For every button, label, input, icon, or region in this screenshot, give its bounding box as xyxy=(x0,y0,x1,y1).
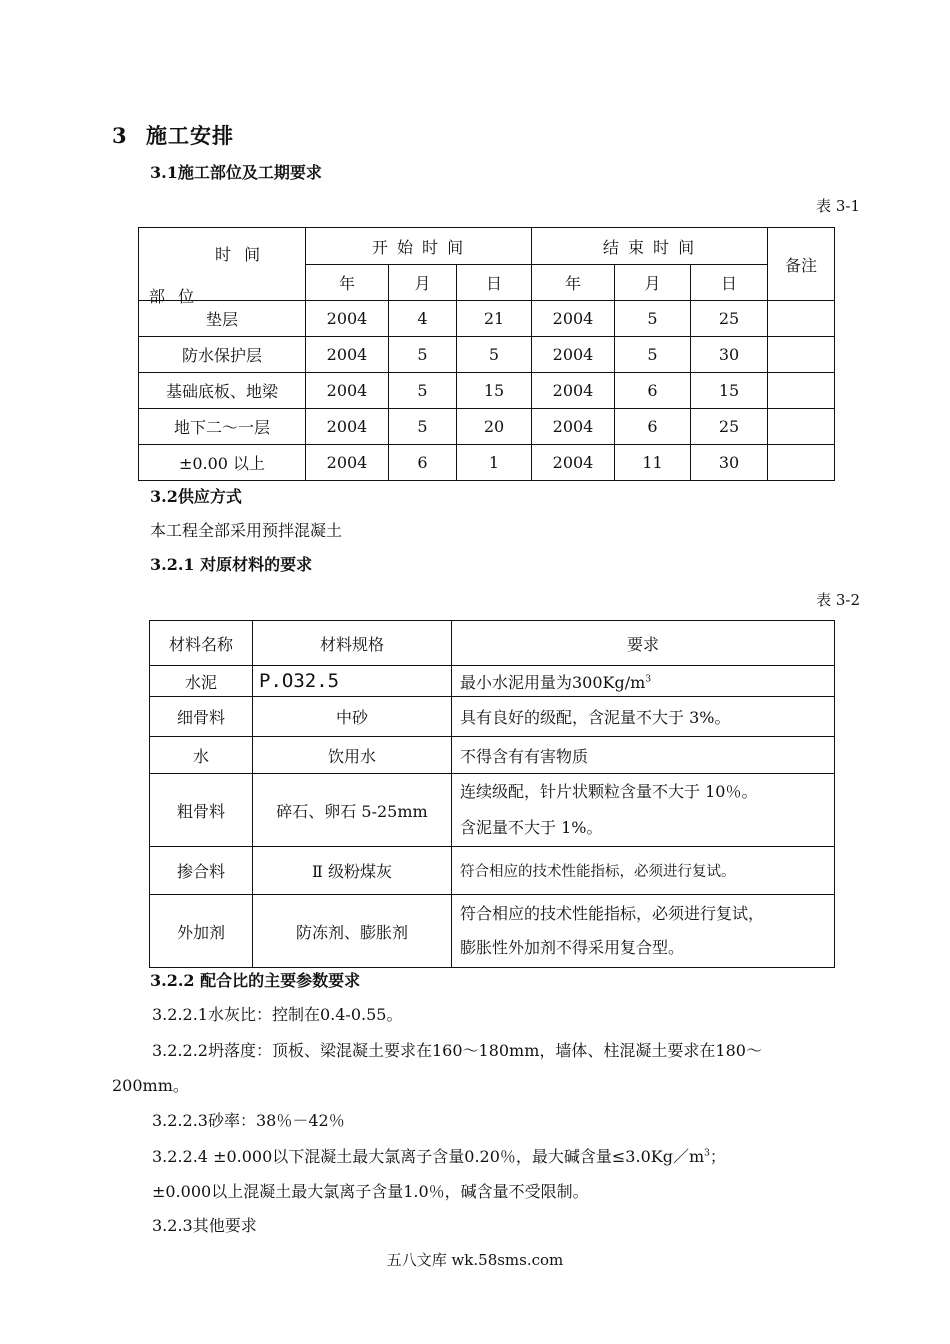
table-corner-cell xyxy=(139,228,306,306)
table-row xyxy=(150,697,835,737)
remark-cell xyxy=(768,337,835,373)
end-year-cell: 2004 xyxy=(532,445,615,481)
end-month-cell: 5 xyxy=(615,337,691,373)
requirement-cell xyxy=(452,895,835,968)
material-name-cell: 掺合料 xyxy=(150,847,253,895)
subsection-3-2-2-title: 3.2.2 配合比的主要参数要求 xyxy=(150,971,361,990)
subsection-3-2-title: 3.2供应方式 xyxy=(150,487,242,506)
material-name-cell: 水 xyxy=(150,737,253,774)
header-material-spec: 材料规格 xyxy=(253,621,452,666)
unit-superscript: 3 xyxy=(704,1148,710,1159)
material-spec-cell: P.O32.5 xyxy=(253,666,452,697)
material-spec-cell: 中砂 xyxy=(253,697,452,737)
section-heading xyxy=(112,120,234,150)
start-month-cell: 5 xyxy=(389,409,457,445)
table-row xyxy=(150,895,835,968)
part-cell: 防水保护层 xyxy=(139,337,306,373)
table-row xyxy=(150,774,835,847)
end-year-cell: 2004 xyxy=(532,337,615,373)
start-day-cell: 15 xyxy=(457,373,532,409)
remark-cell xyxy=(768,373,835,409)
table-3-2-label: 表 3-2 xyxy=(816,591,860,609)
table-row xyxy=(150,847,835,895)
requirement-line: 含泥量不大于 1%。 xyxy=(460,818,603,837)
requirement-cell xyxy=(452,666,835,697)
table-row xyxy=(139,373,835,409)
subsection-3-2-3-title: 3.2.3其他要求 xyxy=(152,1216,257,1235)
start-year-cell: 2004 xyxy=(306,409,389,445)
sub-header: 月 xyxy=(389,265,457,301)
start-day-cell: 21 xyxy=(457,301,532,337)
header-requirement: 要求 xyxy=(452,621,835,666)
material-name-cell: 粗骨料 xyxy=(150,774,253,847)
material-name-cell: 水泥 xyxy=(150,666,253,697)
end-year-cell: 2004 xyxy=(532,301,615,337)
end-year-cell: 2004 xyxy=(532,409,615,445)
end-month-cell: 6 xyxy=(615,409,691,445)
start-day-cell: 20 xyxy=(457,409,532,445)
start-month-cell: 6 xyxy=(389,445,457,481)
start-month-cell: 5 xyxy=(389,373,457,409)
param-item: 3.2.2.2坍落度：顶板、梁混凝土要求在160～180mm，墙体、柱混凝土要求在180～ xyxy=(152,1041,762,1060)
start-year-cell: 2004 xyxy=(306,337,389,373)
materials-table xyxy=(149,620,835,968)
table-row xyxy=(139,301,835,337)
part-cell: 垫层 xyxy=(139,301,306,337)
start-month-cell: 4 xyxy=(389,301,457,337)
end-time-header: 结 束 时 间 xyxy=(532,228,768,265)
requirement-line: 连续级配，针片状颗粒含量不大于 10％。 xyxy=(460,782,758,801)
section-title: 施工安排 xyxy=(146,123,234,148)
requirement-cell: 具有良好的级配，含泥量不大于 3%。 xyxy=(452,697,835,737)
end-day-cell: 15 xyxy=(691,373,768,409)
part-cell: ±0.00 以上 xyxy=(139,445,306,481)
start-year-cell: 2004 xyxy=(306,445,389,481)
start-day-cell: 1 xyxy=(457,445,532,481)
header-material-name: 材料名称 xyxy=(150,621,253,666)
table-row xyxy=(139,337,835,373)
remark-cell xyxy=(768,409,835,445)
table-row xyxy=(139,409,835,445)
material-spec-cell: 饮用水 xyxy=(253,737,452,774)
end-day-cell: 30 xyxy=(691,337,768,373)
end-month-cell: 11 xyxy=(615,445,691,481)
requirement-line: 符合相应的技术性能指标，必须进行复试， xyxy=(460,904,765,923)
param-item-continued: ±0.000以上混凝土最大氯离子含量1.0％，碱含量不受限制。 xyxy=(152,1182,589,1201)
end-month-cell: 6 xyxy=(615,373,691,409)
table-row xyxy=(139,445,835,481)
param-item xyxy=(152,1144,726,1167)
sub-header: 日 xyxy=(457,265,532,301)
sub-header: 月 xyxy=(615,265,691,301)
remark-cell xyxy=(768,445,835,481)
requirement-line: 膨胀性外加剂不得采用复合型。 xyxy=(460,938,685,957)
page-footer: 五八文库 wk.58sms.com xyxy=(386,1251,564,1269)
start-time-header: 开 始 时 间 xyxy=(306,228,532,265)
corner-part-label: 部 位 xyxy=(149,287,199,306)
param-item-text: 3.2.2.4 ±0.000以下混凝土最大氯离子含量0.20％，最大碱含量≤3.0Kg／m xyxy=(152,1147,705,1166)
part-cell: 地下二～一层 xyxy=(139,409,306,445)
start-day-cell: 5 xyxy=(457,337,532,373)
param-item-continued: 200mm。 xyxy=(112,1076,189,1095)
remark-header: 备注 xyxy=(768,228,835,301)
table-row xyxy=(150,737,835,774)
corner-time-label: 时 间 xyxy=(215,245,265,264)
material-spec-cell: Ⅱ 级粉煤灰 xyxy=(253,847,452,895)
start-year-cell: 2004 xyxy=(306,301,389,337)
param-item: 3.2.2.1水灰比：控制在0.4-0.55。 xyxy=(152,1005,403,1024)
section-number: 3 xyxy=(112,123,128,148)
requirement-cell: 不得含有有害物质 xyxy=(452,737,835,774)
material-spec-cell: 防冻剂、膨胀剂 xyxy=(253,895,452,968)
schedule-table xyxy=(138,227,835,481)
param-item: 3.2.2.3砂率：38％－42％ xyxy=(152,1111,345,1130)
end-day-cell: 25 xyxy=(691,409,768,445)
table-row xyxy=(150,666,835,697)
end-day-cell: 30 xyxy=(691,445,768,481)
requirement-cell: 符合相应的技术性能指标，必须进行复试。 xyxy=(452,847,835,895)
end-day-cell: 25 xyxy=(691,301,768,337)
part-cell: 基础底板、地梁 xyxy=(139,373,306,409)
start-year-cell: 2004 xyxy=(306,373,389,409)
subsection-3-1-title: 3.1施工部位及工期要求 xyxy=(150,163,322,182)
table-3-1-label: 表 3-1 xyxy=(816,197,860,215)
requirement-cell xyxy=(452,774,835,847)
unit-superscript: 3 xyxy=(645,674,652,685)
param-item-punct: ； xyxy=(709,1147,726,1166)
end-month-cell: 5 xyxy=(615,301,691,337)
sub-header: 日 xyxy=(691,265,768,301)
material-name-cell: 外加剂 xyxy=(150,895,253,968)
subsection-3-2-1-title: 3.2.1 对原材料的要求 xyxy=(150,555,313,574)
end-year-cell: 2004 xyxy=(532,373,615,409)
supply-method-text: 本工程全部采用预拌混凝土 xyxy=(150,521,343,540)
requirement-text: 最小水泥用量为300Kg/m xyxy=(460,672,646,692)
sub-header: 年 xyxy=(306,265,389,301)
start-month-cell: 5 xyxy=(389,337,457,373)
remark-cell xyxy=(768,301,835,337)
material-spec-cell: 碎石、卵石 5-25mm xyxy=(253,774,452,847)
sub-header: 年 xyxy=(532,265,615,301)
material-name-cell: 细骨料 xyxy=(150,697,253,737)
